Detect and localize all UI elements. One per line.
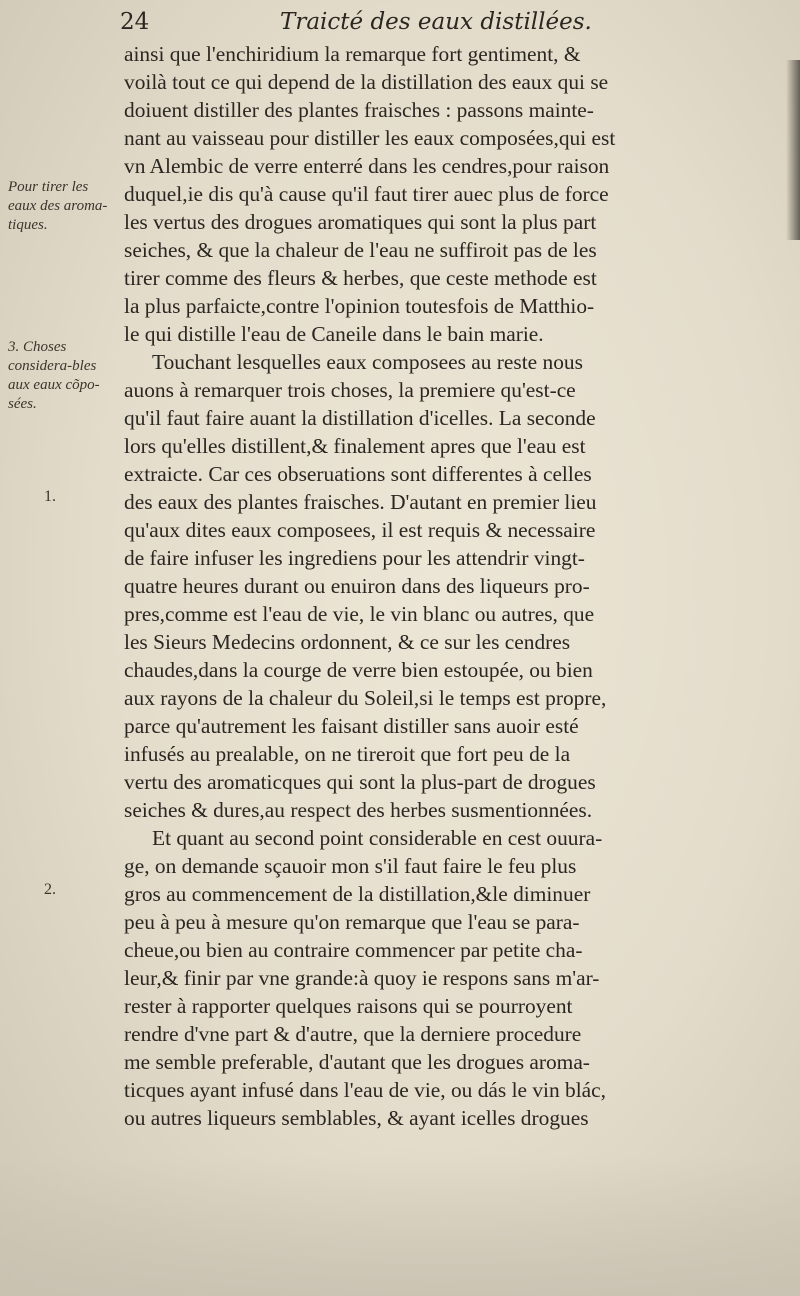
text-line: ainsi que l'enchiridium la remarque fort gentiment, &	[124, 42, 581, 66]
text-line: aux rayons de la chaleur du Soleil,si le temps est propre,	[124, 686, 607, 710]
text-line: auons à remarquer trois choses, la premiere qu'est-ce	[124, 378, 576, 402]
margin-note: Pour tirer les eaux des aroma-tiques.	[8, 179, 108, 233]
text-line: Et quant au second point considerable en cest ouura-	[152, 826, 603, 850]
text-line: me semble preferable, d'autant que les drogues aroma-	[124, 1050, 590, 1074]
page-edge-shadow	[786, 60, 800, 240]
text-line: gros au commencement de la distillation,&le diminuer	[124, 882, 591, 906]
text-line: ou autres liqueurs semblables, & ayant icelles drogues	[124, 1106, 589, 1130]
text-line: le qui distille l'eau de Caneile dans le bain marie.	[124, 322, 544, 346]
text-line: peu à peu à mesure qu'on remarque que l'eau se para-	[124, 910, 580, 934]
text-line: parce qu'autrement les faisant distiller sans auoir esté	[124, 714, 579, 738]
margin-note: 1.	[44, 488, 56, 505]
text-line: les vertus des drogues aromatiques qui sont la plus part	[124, 210, 597, 234]
text-line: nant au vaisseau pour distiller les eaux composées,qui est	[124, 126, 616, 150]
text-line: extraicte. Car ces obseruations sont differentes à celles	[124, 462, 592, 486]
page-bottom-fade	[0, 1156, 800, 1296]
text-line: Touchant lesquelles eaux composees au reste nous	[152, 350, 583, 374]
text-line: quatre heures durant ou enuiron dans des liqueurs pro-	[124, 574, 590, 598]
text-line: qu'il faut faire auant la distillation d'icelles. La seconde	[124, 406, 596, 430]
page-header	[120, 4, 740, 40]
text-line: vn Alembic de verre enterré dans les cendres,pour raison	[124, 154, 610, 178]
text-line: rendre d'vne part & d'autre, que la derniere procedure	[124, 1022, 582, 1046]
text-line: lors qu'elles distillent,& finalement apres que l'eau est	[124, 434, 586, 458]
text-line: seiches, & que la chaleur de l'eau ne suffiroit pas de les	[124, 238, 597, 262]
text-line: duquel,ie dis qu'à cause qu'il faut tirer auec plus de force	[124, 182, 609, 206]
text-line: ticques ayant infusé dans l'eau de vie, ou dás le vin blác,	[124, 1078, 607, 1102]
text-line: doiuent distiller des plantes fraisches : passons mainte-	[124, 98, 594, 122]
text-line: la plus parfaicte,contre l'opinion toutesfois de Matthio-	[124, 294, 595, 318]
page-number: 24	[120, 9, 150, 35]
text-line: tirer comme des fleurs & herbes, que ceste methode est	[124, 266, 597, 290]
text-line: cheue,ou bien au contraire commencer par petite cha-	[124, 938, 583, 962]
text-line: pres,comme est l'eau de vie, le vin blanc ou autres, que	[124, 602, 595, 626]
text-line: chaudes,dans la courge de verre bien estoupée, ou bien	[124, 658, 593, 682]
text-line: leur,& finir par vne grande:à quoy ie respons sans m'ar-	[124, 966, 600, 990]
text-line: les Sieurs Medecins ordonnent, & ce sur les cendres	[124, 630, 571, 654]
text-line: vertu des aromaticques qui sont la plus-part de drogues	[124, 770, 596, 794]
text-line: qu'aux dites eaux composees, il est requis & necessaire	[124, 518, 596, 542]
text-line: rester à rapporter quelques raisons qui se pourroyent	[124, 994, 573, 1018]
margin-note: 3. Choses considera-bles aux eaux cõpo-sées.	[8, 339, 100, 412]
running-title: Traicté des eaux distillées.	[280, 9, 592, 35]
text-line: voilà tout ce qui depend de la distillation des eaux qui se	[124, 70, 609, 94]
text-line: des eaux des plantes fraisches. D'autant en premier lieu	[124, 490, 597, 514]
body-text	[124, 40, 790, 1132]
text-line: infusés au prealable, on ne tireroit que fort peu de la	[124, 742, 571, 766]
text-line: ge, on demande sçauoir mon s'il faut faire le feu plus	[124, 854, 577, 878]
text-line: seiches & dures,au respect des herbes susmentionnées.	[124, 798, 593, 822]
text-line: de faire infuser les ingrediens pour les attendrir vingt-	[124, 546, 585, 570]
margin-note: 2.	[44, 881, 56, 898]
